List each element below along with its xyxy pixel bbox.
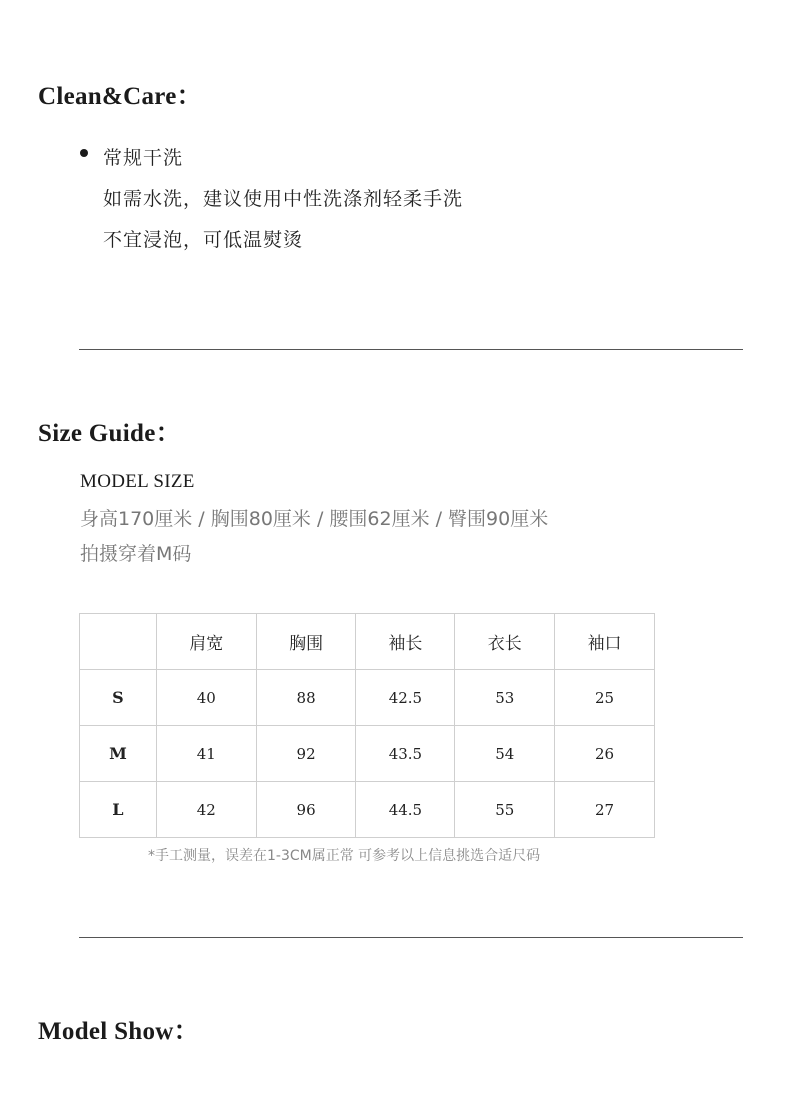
- table-cell: 96: [256, 782, 356, 838]
- table-row: [80, 670, 655, 726]
- table-cell: 92: [256, 726, 356, 782]
- header-cell: 袖口: [555, 614, 655, 670]
- table-row: [80, 726, 655, 782]
- header-cell: [80, 614, 157, 670]
- table-row: [80, 782, 655, 838]
- model-show-heading: Model Show：: [38, 1018, 199, 1045]
- size-guide-heading: Size Guide：: [38, 420, 181, 447]
- header-cell: 袖长: [356, 614, 455, 670]
- size-table: [79, 613, 655, 838]
- table-cell: 88: [256, 670, 356, 726]
- header-cell: 胸围: [256, 614, 356, 670]
- header-cell: 衣长: [455, 614, 555, 670]
- table-cell: 43.5: [356, 726, 455, 782]
- table-header-row: [80, 614, 655, 670]
- table-cell: 44.5: [356, 782, 455, 838]
- table-cell: 42: [156, 782, 256, 838]
- care-line-3: 不宜浸泡，可低温熨烫: [103, 229, 304, 251]
- care-line-1: 常规干洗: [103, 147, 184, 169]
- care-line-2: 如需水洗，建议使用中性洗涤剂轻柔手洗: [103, 188, 464, 210]
- divider-1: [79, 349, 743, 350]
- model-measurements: 身高170厘米 / 胸围80厘米 / 腰围62厘米 / 臀围90厘米: [80, 508, 549, 530]
- bullet-dot: [80, 149, 88, 157]
- table-cell: 40: [156, 670, 256, 726]
- table-cell: 53: [455, 670, 555, 726]
- measurement-note: *手工测量，误差在1-3CM属正常 可参考以上信息挑选合适尺码: [148, 848, 541, 864]
- model-wearing: 拍摄穿着M码: [80, 543, 192, 565]
- care-heading: Clean&Care：: [38, 83, 202, 110]
- table-cell: 26: [555, 726, 655, 782]
- divider-2: [79, 937, 743, 938]
- size-label: S: [80, 670, 157, 726]
- header-cell: 肩宽: [156, 614, 256, 670]
- table-cell: 55: [455, 782, 555, 838]
- table-cell: 25: [555, 670, 655, 726]
- table-cell: 27: [555, 782, 655, 838]
- model-size-title: MODEL SIZE: [80, 471, 195, 492]
- table-cell: 42.5: [356, 670, 455, 726]
- size-label: M: [80, 726, 157, 782]
- table-cell: 54: [455, 726, 555, 782]
- table-cell: 41: [156, 726, 256, 782]
- size-label: L: [80, 782, 157, 838]
